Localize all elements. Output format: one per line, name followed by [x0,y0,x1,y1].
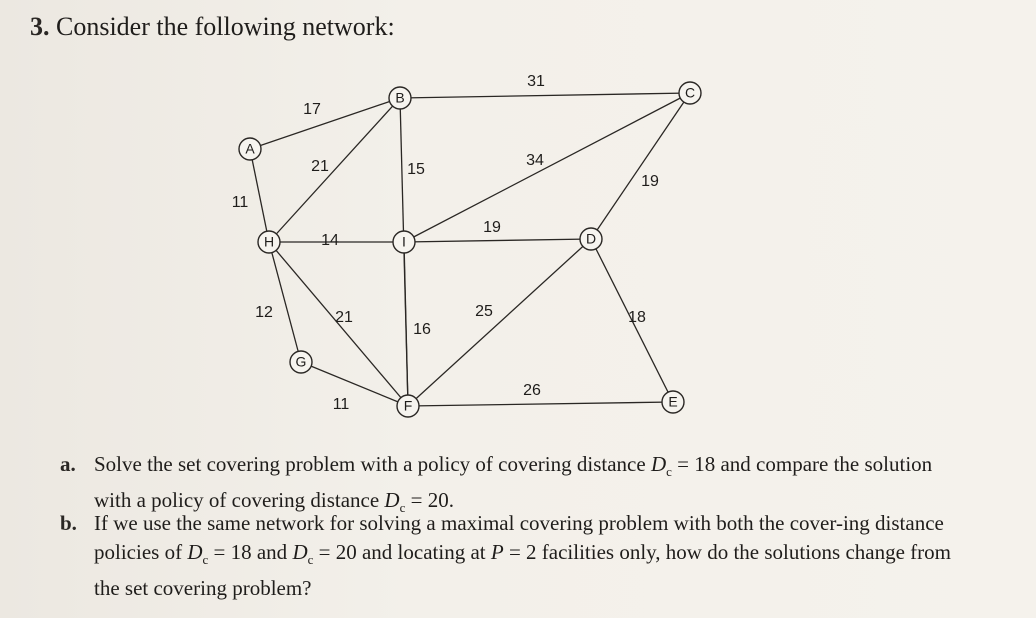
node-f [397,395,419,417]
node-h [258,231,280,253]
question-b-var-d-2: D [292,540,308,564]
node-label-h: H [263,233,275,250]
node-label-g: G [295,353,307,370]
edge-weight-h-f: 21 [335,309,353,327]
edge-weight-a-h: 11 [231,194,249,212]
question-b-sub-c-2: c [307,552,314,567]
node-label-c: C [684,84,696,101]
edge-i-c [404,93,690,242]
edge-weight-f-e: 26 [523,382,541,400]
node-label-i: I [402,233,406,250]
edge-c-d [591,93,690,239]
edge-weight-d-e: 18 [628,309,646,327]
edge-weight-c-d: 19 [641,173,659,191]
question-b-var-p: P [490,540,504,564]
question-a-text-part1: Solve the set covering problem with a policy of covering distance [94,452,651,476]
question-b-sub-c: c [202,552,209,567]
edge-weight-i-c: 34 [526,152,544,170]
edge-weight-b-c: 31 [527,73,545,91]
problem-number: 3. [30,12,50,41]
edge-a-h [250,149,269,242]
edge-weight-h-i: 14 [321,232,339,250]
node-a [239,138,261,160]
question-b-text-part4: = 2 facilities only, how do the solutions change from the set covering problem? [94,540,952,600]
node-d [580,228,602,250]
edge-i-d [404,239,591,242]
question-b-text [94,509,954,603]
edge-weight-h-g: 12 [255,304,273,322]
problem-stem: Consider the following network: [56,12,395,41]
question-a-text-part2: = 18 and compare the solution with a policy of covering distance [94,452,933,512]
question-a-var-d: D [650,452,667,476]
node-b [389,87,411,109]
node-label-a: A [245,140,255,157]
question-b-text-part2: = 18 and [208,540,293,564]
node-i [393,231,415,253]
edge-weight-a-b: 17 [303,101,321,119]
node-label-d: D [585,230,597,247]
edge-b-c [400,93,690,98]
edge-weight-i-d: 19 [483,219,501,237]
node-g [290,351,312,373]
edge-g-f [301,362,408,406]
edge-weight-i-f: 16 [413,321,431,339]
question-b-text-part1: If we use the same network for solving a maximal covering problem with both the cover-ing distance policies of [94,511,944,564]
question-b-text-part3: = 20 and locating at [313,540,491,564]
edge-f-e [408,402,673,406]
question-a-sub-c-2: c [399,500,406,515]
network-nodes [239,82,701,417]
question-a-sub-c: c [666,464,672,479]
node-label-b: B [395,89,405,106]
node-label-f: F [403,397,413,414]
node-e [662,391,684,413]
question-a-text-part3: = 20. [405,488,454,512]
edge-weight-g-f: 11 [332,396,350,414]
edge-i-f [404,242,408,406]
node-c [679,82,701,104]
edge-weight-h-b: 21 [311,158,329,176]
edge-weight-f-d: 25 [475,303,493,321]
node-label-e: E [668,393,678,410]
question-a-letter: a. [60,452,76,476]
edge-f-d [408,239,591,406]
network-edges [250,93,690,406]
edge-weight-b-f: 15 [407,161,425,179]
question-b-letter: b. [60,511,77,535]
question-a-var-d-2: D [384,488,400,512]
question-b-var-d: D [187,540,203,564]
